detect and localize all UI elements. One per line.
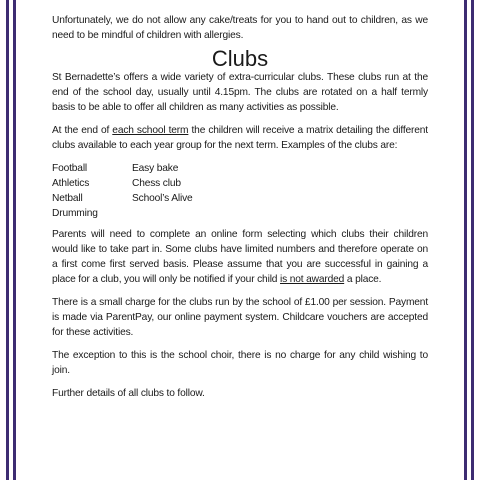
right-border-outer — [471, 0, 474, 480]
intro-paragraph: Unfortunately, we do not allow any cake/treats for you to hand out to children, as we need to be mindful of children with allergies. — [52, 15, 428, 41]
club-item: Netball — [52, 193, 83, 204]
term-matrix-text-end: the children will receive a matrix detailing the different clubs available to each year group for the next term. Examples of the clubs are: — [52, 125, 428, 151]
club-item: Drumming — [52, 208, 98, 219]
club-item — [132, 206, 232, 221]
document-body — [52, 0, 428, 409]
club-item: Chess club — [132, 178, 181, 189]
term-matrix-paragraph — [52, 123, 428, 153]
online-form-text-start: Parents will need to complete an online form selecting which clubs their children would like to take part in. Some clubs have limited numbers and therefore operate on a first come first served basis. Please assume that you are successful in gaining a place for a club, you will only be notified if your child — [52, 229, 428, 285]
clubs-examples-list — [52, 161, 428, 221]
choir-exception-paragraph: The exception to this is the school choir, there is no charge for any child wishing to join. — [52, 350, 428, 376]
online-form-text-end: a place. — [344, 274, 382, 285]
right-border-inner — [464, 0, 467, 480]
term-matrix-text-start: At the end of — [52, 125, 113, 136]
left-border-outer — [6, 0, 9, 480]
online-form-paragraph — [52, 227, 428, 287]
is-not-awarded-underlined: is not awarded — [280, 274, 345, 285]
club-item: Easy bake — [132, 163, 179, 174]
clubs-heading: Clubs — [211, 46, 269, 71]
club-item: Football — [52, 163, 88, 174]
further-details-note: Further details of all clubs to follow. — [52, 388, 205, 399]
clubs-overview-paragraph: St Bernadette’s offers a wide variety of extra-curricular clubs. These clubs run at the end of the school day, usually until 4.15pm. The clubs are rotated on a half termly basis to be able to offer all children as many activities as possible. — [52, 72, 428, 113]
each-school-term-underlined: each school term — [112, 125, 189, 136]
club-item: Athletics — [52, 178, 90, 189]
left-border-inner — [13, 0, 16, 480]
charges-paragraph: There is a small charge for the clubs run by the school of £1.00 per session. Payment is made via ParentPay, our online payment system. Childcare vouchers are accepted for these activities. — [52, 297, 428, 338]
club-item: School’s Alive — [132, 193, 193, 204]
